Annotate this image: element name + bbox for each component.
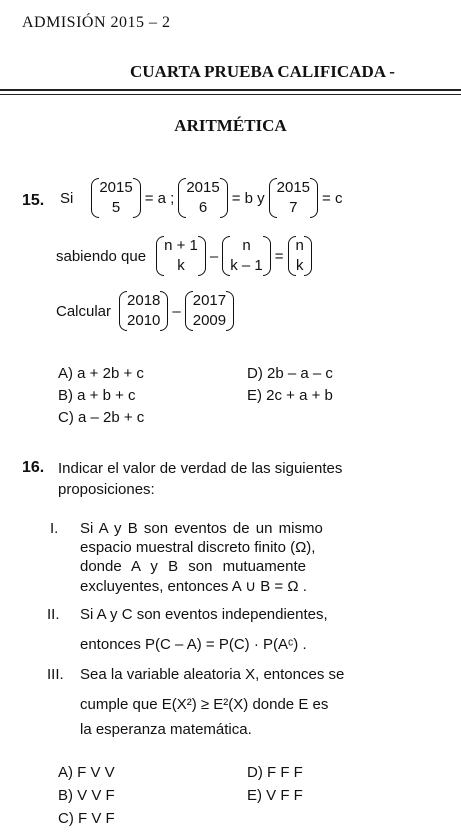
q15-option-d[interactable]: D) 2b – a – c (247, 365, 333, 382)
header-test-title: CUARTA PRUEBA CALIFICADA - (130, 62, 395, 81)
binom-top: n (295, 237, 304, 254)
prop-iii-line3: la esperanza matemática. (80, 721, 252, 738)
prop-i-numeral: I. (50, 520, 59, 537)
q15-identity-line (56, 236, 312, 276)
q15-eq-a: = a ; (144, 189, 175, 207)
prop-i-line1: Si A y B son eventos de un mismo (80, 520, 323, 537)
header-exam-title: ADMISIÓN 2015 – 2 (22, 14, 171, 31)
prop-iii-line2: cumple que E(X²) ≥ E²(X) donde E es (80, 696, 329, 713)
prop-i-line3: donde A y B son mutuamente (80, 558, 306, 575)
q15-option-e[interactable]: E) 2c + a + b (247, 387, 333, 404)
header-rule-thick (0, 89, 461, 91)
q15-eq-b: = b y (231, 189, 265, 207)
q15-eq-c: = c (322, 189, 343, 207)
prop-ii-numeral: II. (47, 606, 60, 623)
binom-2015-7 (269, 178, 318, 218)
binom-top: 2015 (99, 179, 133, 196)
q15-sabiendo-label: sabiendo que (56, 247, 147, 265)
binom-top: 2018 (127, 292, 161, 309)
binom-bottom: 5 (111, 199, 121, 216)
q15-option-a[interactable]: A) a + 2b + c (58, 365, 144, 382)
binom-2018-2010 (119, 291, 168, 331)
q16-stem-line2: proposiciones: (58, 481, 155, 498)
binom-top: 2015 (276, 179, 311, 196)
binom-top: 2017 (192, 292, 227, 309)
binom-bottom: k (177, 257, 185, 274)
minus-sign: – (209, 247, 219, 265)
header-rule-thin (0, 94, 461, 95)
binom-bottom: 2009 (192, 312, 227, 329)
q16-option-c[interactable]: C) F V F (58, 810, 115, 827)
binom-n-k1 (222, 236, 271, 276)
prop-iii-numeral: III. (47, 666, 64, 683)
binom-2015-6 (178, 178, 227, 218)
binom-bottom: 2010 (127, 312, 161, 329)
prop-ii-line2: entonces P(C – A) = P(C) · P(Aᶜ) . (80, 636, 307, 653)
q16-option-e[interactable]: E) V F F (247, 787, 303, 804)
binom-top: 2015 (186, 179, 220, 196)
binom-n1-k (156, 236, 206, 276)
section-title: ARITMÉTICA (174, 116, 287, 135)
q15-option-b[interactable]: B) a + b + c (58, 387, 136, 404)
q16-option-b[interactable]: B) V V F (58, 787, 115, 804)
q16-stem-line1: Indicar el valor de verdad de las siguientes (58, 460, 343, 477)
minus-sign: – (172, 302, 181, 320)
q16-number: 16. (22, 459, 45, 476)
q15-si-label: Si (60, 189, 74, 207)
binom-2017-2009 (185, 291, 234, 331)
prop-iii-line1: Sea la variable aleatoria X, entonces se (80, 666, 345, 683)
q16-option-a[interactable]: A) F V V (58, 764, 115, 781)
prop-i-line4: excluyentes, entonces A ∪ B = Ω . (80, 578, 307, 595)
q15-number: 15. (22, 192, 45, 209)
binom-n-k (288, 236, 312, 276)
prop-ii-line1: Si A y C son eventos independientes, (80, 606, 328, 623)
binom-2015-5 (91, 178, 140, 218)
binom-top: n + 1 (164, 237, 198, 254)
binom-bottom: 6 (198, 199, 208, 216)
q15-calcular-label: Calcular (56, 302, 112, 320)
binom-bottom: 7 (289, 199, 298, 216)
binom-top: n (242, 237, 251, 254)
binom-bottom: k – 1 (230, 257, 263, 274)
q16-option-d[interactable]: D) F F F (247, 764, 303, 781)
binom-bottom: k (295, 257, 304, 274)
q15-option-c[interactable]: C) a – 2b + c (58, 409, 145, 426)
prop-i-line2: espacio muestral discreto finito (Ω), (80, 539, 316, 556)
q15-given-line (60, 178, 342, 218)
q15-calcular-line (56, 291, 234, 331)
equals-sign: = (274, 247, 284, 265)
